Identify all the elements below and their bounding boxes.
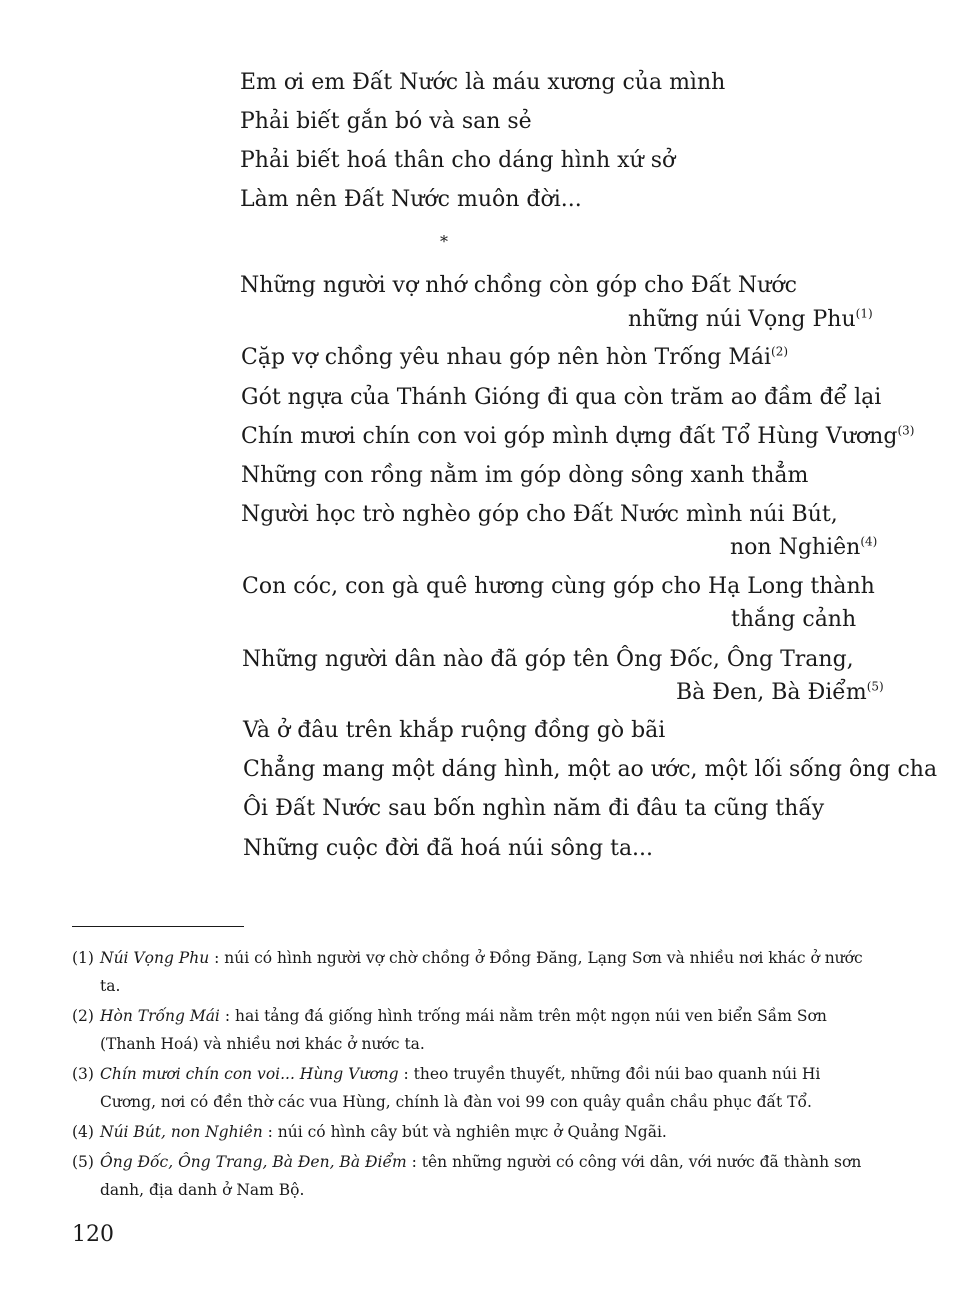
footnote — [72, 944, 878, 1000]
footnote-divider — [72, 926, 244, 927]
footnote-text: : theo truyền thuyết, những đồi núi bao quanh núi Hi Cương, nơi có đền thờ các vua Hùng, chính là đàn voi 99 con quây quần chầu phục đất Tổ. — [100, 1065, 821, 1111]
footnote-number: (3) — [72, 1065, 94, 1083]
poem-line: Em ơi em Đất Nước là máu xương của mình — [240, 70, 726, 95]
footnote-marker: (2) — [771, 344, 789, 359]
poem-line: Làm nên Đất Nước muôn đời... — [240, 187, 582, 212]
poem-line — [628, 307, 873, 333]
footnote-marker: (4) — [860, 534, 878, 549]
footnote — [72, 1118, 878, 1146]
footnote-number: (5) — [72, 1153, 94, 1171]
footnote-marker: (5) — [866, 679, 884, 694]
footnote — [72, 1002, 878, 1058]
poem-line: Ôi Đất Nước sau bốn nghìn năm đi đâu ta cũng thấy — [243, 796, 825, 821]
poem-line — [730, 535, 877, 561]
poem-line: Những người dân nào đã góp tên Ông Đốc, Ông Trang, — [242, 647, 854, 672]
poem-line: thắng cảnh — [731, 607, 857, 632]
footnote-marker: (3) — [897, 423, 915, 438]
poem-line — [241, 424, 914, 450]
poem-line — [676, 680, 884, 706]
footnote-term: Núi Bút, non Nghiên — [100, 1123, 263, 1141]
stanza-separator: * — [440, 232, 448, 251]
footnote-text: : tên những người có công với dân, với nước đã thành sơn danh, địa danh ở Nam Bộ. — [100, 1153, 862, 1199]
footnote-text: : núi có hình người vợ chờ chồng ở Đồng Đăng, Lạng Sơn và nhiều nơi khác ở nước ta. — [100, 949, 863, 995]
poem-line: Phải biết hoá thân cho dáng hình xứ sở — [240, 148, 676, 173]
footnote — [72, 1148, 878, 1204]
footnote-term: Chín mươi chín con voi... Hùng Vương — [100, 1065, 399, 1083]
poem-line — [241, 345, 788, 371]
poem-line: Những con rồng nằm im góp dòng sông xanh thẳm — [241, 463, 809, 488]
poem-line: Gót ngựa của Thánh Gióng đi qua còn trăm ao đầm để lại — [241, 385, 882, 410]
poem-line-text: những núi Vọng Phu — [628, 307, 856, 332]
poem-line: Những người vợ nhớ chồng còn góp cho Đất Nước — [240, 273, 797, 298]
footnote-text: : núi có hình cây bút và nghiên mực ở Quảng Ngãi. — [262, 1123, 667, 1141]
footnote-term: Ông Đốc, Ông Trang, Bà Đen, Bà Điểm — [100, 1153, 407, 1171]
footnote-text: : hai tảng đá giống hình trống mái nằm trên một ngọn núi ven biển Sầm Sơn (Thanh Hoá) và nhiều nơi khác ở nước ta. — [100, 1007, 827, 1053]
footnote-marker: (1) — [855, 306, 873, 321]
poem-line: Chẳng mang một dáng hình, một ao ước, một lối sống ông cha — [243, 757, 938, 782]
poem-line-text: non Nghiên — [730, 535, 861, 560]
poem-line: Con cóc, con gà quê hương cùng góp cho Hạ Long thành — [242, 574, 875, 599]
footnote-term: Núi Vọng Phu — [100, 949, 210, 967]
poem-line-text: Cặp vợ chồng yêu nhau góp nên hòn Trống Mái — [241, 345, 772, 370]
poem-line: Những cuộc đời đã hoá núi sông ta... — [243, 836, 654, 861]
poem-line: Và ở đâu trên khắp ruộng đồng gò bãi — [243, 718, 666, 743]
poem-line: Phải biết gắn bó và san sẻ — [240, 109, 532, 134]
footnote-term: Hòn Trống Mái — [100, 1007, 220, 1025]
footnote-number: (1) — [72, 949, 94, 967]
page-number: 120 — [72, 1222, 114, 1247]
footnote-number: (2) — [72, 1007, 94, 1025]
poem-line-text: Chín mươi chín con voi góp mình dựng đất Tổ Hùng Vương — [241, 424, 898, 449]
poem-line: Người học trò nghèo góp cho Đất Nước mình núi Bút, — [241, 502, 838, 527]
footnote-number: (4) — [72, 1123, 94, 1141]
poem-line-text: Bà Đen, Bà Điểm — [676, 680, 867, 705]
footnote — [72, 1060, 878, 1116]
